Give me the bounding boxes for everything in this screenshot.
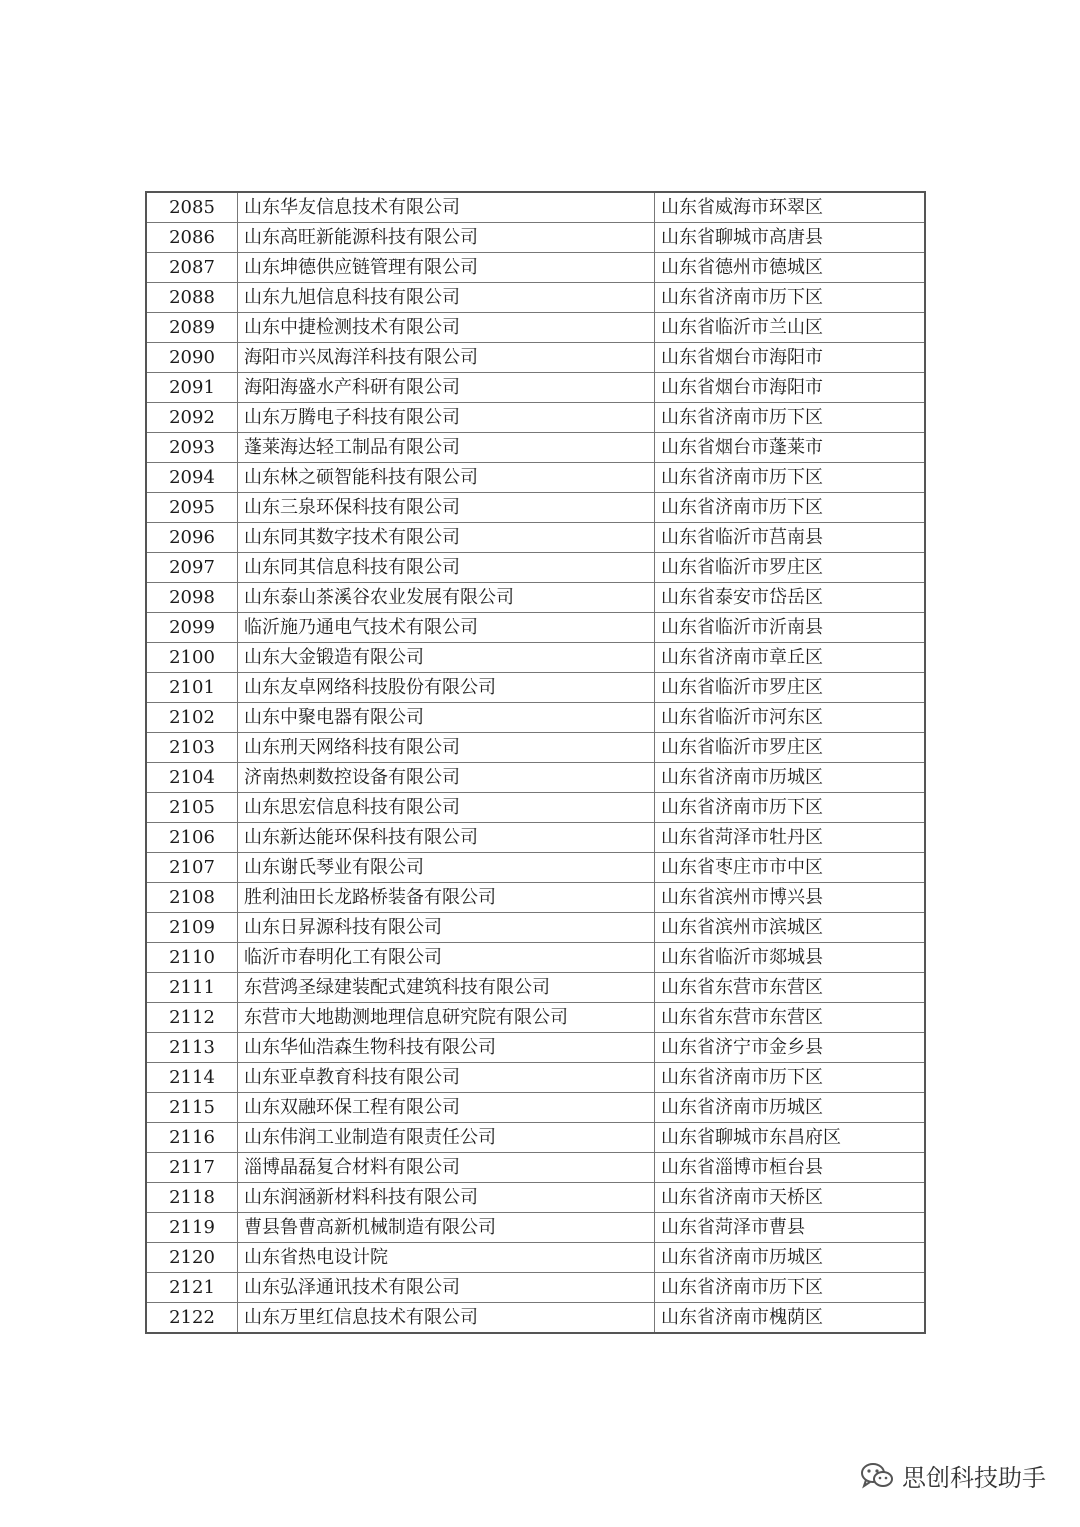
table-row: [146, 943, 925, 973]
company-name: 山东华仙浩森生物科技有限公司: [238, 1033, 655, 1063]
company-location: 山东省济南市历下区: [655, 493, 926, 523]
row-number: 2110: [146, 943, 238, 973]
company-location: 山东省淄博市桓台县: [655, 1153, 926, 1183]
row-number: 2098: [146, 583, 238, 613]
company-name: 临沂施乃通电气技术有限公司: [238, 613, 655, 643]
table-row: [146, 403, 925, 433]
row-number: 2087: [146, 253, 238, 283]
row-number: 2096: [146, 523, 238, 553]
table-row: [146, 853, 925, 883]
company-name: 东营市大地勘测地理信息研究院有限公司: [238, 1003, 655, 1033]
company-name: 山东润涵新材料科技有限公司: [238, 1183, 655, 1213]
row-number: 2116: [146, 1123, 238, 1153]
company-name: 淄博晶磊复合材料有限公司: [238, 1153, 655, 1183]
row-number: 2122: [146, 1303, 238, 1334]
company-location: 山东省菏泽市牡丹区: [655, 823, 926, 853]
table-row: [146, 973, 925, 1003]
row-number: 2118: [146, 1183, 238, 1213]
company-location: 山东省济宁市金乡县: [655, 1033, 926, 1063]
company-location: 山东省菏泽市曹县: [655, 1213, 926, 1243]
row-number: 2109: [146, 913, 238, 943]
row-number: 2106: [146, 823, 238, 853]
table-row: [146, 883, 925, 913]
company-location: 山东省济南市历下区: [655, 403, 926, 433]
row-number: 2102: [146, 703, 238, 733]
table-row: [146, 823, 925, 853]
row-number: 2091: [146, 373, 238, 403]
watermark: [860, 1458, 1046, 1493]
table-row: [146, 1213, 925, 1243]
row-number: 2115: [146, 1093, 238, 1123]
company-name: 临沂市春明化工有限公司: [238, 943, 655, 973]
company-location: 山东省威海市环翠区: [655, 192, 926, 223]
company-name: 山东同其信息科技有限公司: [238, 553, 655, 583]
table-row: [146, 613, 925, 643]
company-location: 山东省烟台市蓬莱市: [655, 433, 926, 463]
company-location: 山东省泰安市岱岳区: [655, 583, 926, 613]
table-row: [146, 1183, 925, 1213]
table-row: [146, 1123, 925, 1153]
table-row: [146, 793, 925, 823]
company-location: 山东省济南市历城区: [655, 763, 926, 793]
company-location: 山东省临沂市河东区: [655, 703, 926, 733]
table-row: [146, 643, 925, 673]
company-name: 山东万里红信息技术有限公司: [238, 1303, 655, 1334]
row-number: 2119: [146, 1213, 238, 1243]
table-row: [146, 223, 925, 253]
company-location: 山东省济南市历城区: [655, 1243, 926, 1273]
company-name: 山东万腾电子科技有限公司: [238, 403, 655, 433]
row-number: 2117: [146, 1153, 238, 1183]
table-row: [146, 553, 925, 583]
row-number: 2120: [146, 1243, 238, 1273]
company-name: 山东大金锻造有限公司: [238, 643, 655, 673]
row-number: 2088: [146, 283, 238, 313]
company-location: 山东省德州市德城区: [655, 253, 926, 283]
company-location: 山东省滨州市博兴县: [655, 883, 926, 913]
company-location: 山东省东营市东营区: [655, 973, 926, 1003]
company-location: 山东省烟台市海阳市: [655, 373, 926, 403]
row-number: 2092: [146, 403, 238, 433]
company-location: 山东省枣庄市市中区: [655, 853, 926, 883]
row-number: 2090: [146, 343, 238, 373]
table-row: [146, 1303, 925, 1334]
watermark-text: 思创科技助手: [902, 1464, 1046, 1492]
row-number: 2097: [146, 553, 238, 583]
company-location: 山东省济南市历下区: [655, 283, 926, 313]
company-name: 胜利油田长龙路桥装备有限公司: [238, 883, 655, 913]
company-location: 山东省济南市天桥区: [655, 1183, 926, 1213]
table-row: [146, 1003, 925, 1033]
row-number: 2111: [146, 973, 238, 1003]
company-location: 山东省临沂市罗庄区: [655, 553, 926, 583]
company-location: 山东省济南市章丘区: [655, 643, 926, 673]
company-name: 济南热刺数控设备有限公司: [238, 763, 655, 793]
company-location: 山东省临沂市郯城县: [655, 943, 926, 973]
row-number: 2093: [146, 433, 238, 463]
company-table-body: [146, 192, 925, 1333]
company-location: 山东省烟台市海阳市: [655, 343, 926, 373]
company-name: 海阳市兴凤海洋科技有限公司: [238, 343, 655, 373]
table-row: [146, 1273, 925, 1303]
company-table: [145, 191, 926, 1334]
row-number: 2113: [146, 1033, 238, 1063]
company-name: 山东思宏信息科技有限公司: [238, 793, 655, 823]
company-name: 山东双融环保工程有限公司: [238, 1093, 655, 1123]
table-row: [146, 1033, 925, 1063]
table-row: [146, 1243, 925, 1273]
row-number: 2086: [146, 223, 238, 253]
table-row: [146, 463, 925, 493]
company-name: 海阳海盛水产科研有限公司: [238, 373, 655, 403]
company-name: 山东伟润工业制造有限责任公司: [238, 1123, 655, 1153]
company-name: 山东刑天网络科技有限公司: [238, 733, 655, 763]
company-name: 山东弘泽通讯技术有限公司: [238, 1273, 655, 1303]
table-row: [146, 703, 925, 733]
company-name: 蓬莱海达轻工制品有限公司: [238, 433, 655, 463]
company-name: 山东九旭信息科技有限公司: [238, 283, 655, 313]
company-name: 山东中捷检测技术有限公司: [238, 313, 655, 343]
row-number: 2099: [146, 613, 238, 643]
company-name: 山东林之硕智能科技有限公司: [238, 463, 655, 493]
company-location: 山东省聊城市高唐县: [655, 223, 926, 253]
company-location: 山东省东营市东营区: [655, 1003, 926, 1033]
table-row: [146, 1093, 925, 1123]
table-row: [146, 733, 925, 763]
company-location: 山东省济南市槐荫区: [655, 1303, 926, 1334]
row-number: 2100: [146, 643, 238, 673]
company-name: 山东友卓网络科技股份有限公司: [238, 673, 655, 703]
row-number: 2095: [146, 493, 238, 523]
company-name: 山东谢氏琴业有限公司: [238, 853, 655, 883]
row-number: 2114: [146, 1063, 238, 1093]
table-row: [146, 253, 925, 283]
table-row: [146, 373, 925, 403]
company-location: 山东省聊城市东昌府区: [655, 1123, 926, 1153]
table-row: [146, 343, 925, 373]
company-name: 东营鸿圣绿建装配式建筑科技有限公司: [238, 973, 655, 1003]
row-number: 2121: [146, 1273, 238, 1303]
company-location: 山东省临沂市莒南县: [655, 523, 926, 553]
table-row: [146, 1153, 925, 1183]
company-location: 山东省临沂市兰山区: [655, 313, 926, 343]
company-name: 山东高旺新能源科技有限公司: [238, 223, 655, 253]
wechat-icon: [860, 1462, 894, 1490]
table-row: [146, 313, 925, 343]
row-number: 2101: [146, 673, 238, 703]
company-location: 山东省临沂市罗庄区: [655, 733, 926, 763]
company-name: 山东日昇源科技有限公司: [238, 913, 655, 943]
table-row: [146, 493, 925, 523]
company-name: 山东坤德供应链管理有限公司: [238, 253, 655, 283]
table-row: [146, 913, 925, 943]
company-location: 山东省济南市历城区: [655, 1093, 926, 1123]
table-row: [146, 583, 925, 613]
row-number: 2094: [146, 463, 238, 493]
table-row: [146, 433, 925, 463]
company-location: 山东省临沂市罗庄区: [655, 673, 926, 703]
row-number: 2089: [146, 313, 238, 343]
company-name: 山东新达能环保科技有限公司: [238, 823, 655, 853]
company-location: 山东省济南市历下区: [655, 1273, 926, 1303]
row-number: 2105: [146, 793, 238, 823]
company-name: 山东省热电设计院: [238, 1243, 655, 1273]
row-number: 2108: [146, 883, 238, 913]
row-number: 2112: [146, 1003, 238, 1033]
table-row: [146, 283, 925, 313]
row-number: 2103: [146, 733, 238, 763]
company-name: 山东三泉环保科技有限公司: [238, 493, 655, 523]
company-name: 山东中聚电器有限公司: [238, 703, 655, 733]
company-name: 山东同其数字技术有限公司: [238, 523, 655, 553]
row-number: 2104: [146, 763, 238, 793]
company-name: 曹县鲁曹高新机械制造有限公司: [238, 1213, 655, 1243]
company-location: 山东省临沂市沂南县: [655, 613, 926, 643]
company-location: 山东省济南市历下区: [655, 463, 926, 493]
row-number: 2107: [146, 853, 238, 883]
company-name: 山东华友信息技术有限公司: [238, 192, 655, 223]
row-number: 2085: [146, 192, 238, 223]
company-name: 山东亚卓教育科技有限公司: [238, 1063, 655, 1093]
table-row: [146, 1063, 925, 1093]
table-row: [146, 523, 925, 553]
company-location: 山东省济南市历下区: [655, 793, 926, 823]
table-row: [146, 763, 925, 793]
company-location: 山东省济南市历下区: [655, 1063, 926, 1093]
table-row: [146, 673, 925, 703]
company-location: 山东省滨州市滨城区: [655, 913, 926, 943]
company-name: 山东泰山茶溪谷农业发展有限公司: [238, 583, 655, 613]
table-row: [146, 192, 925, 223]
